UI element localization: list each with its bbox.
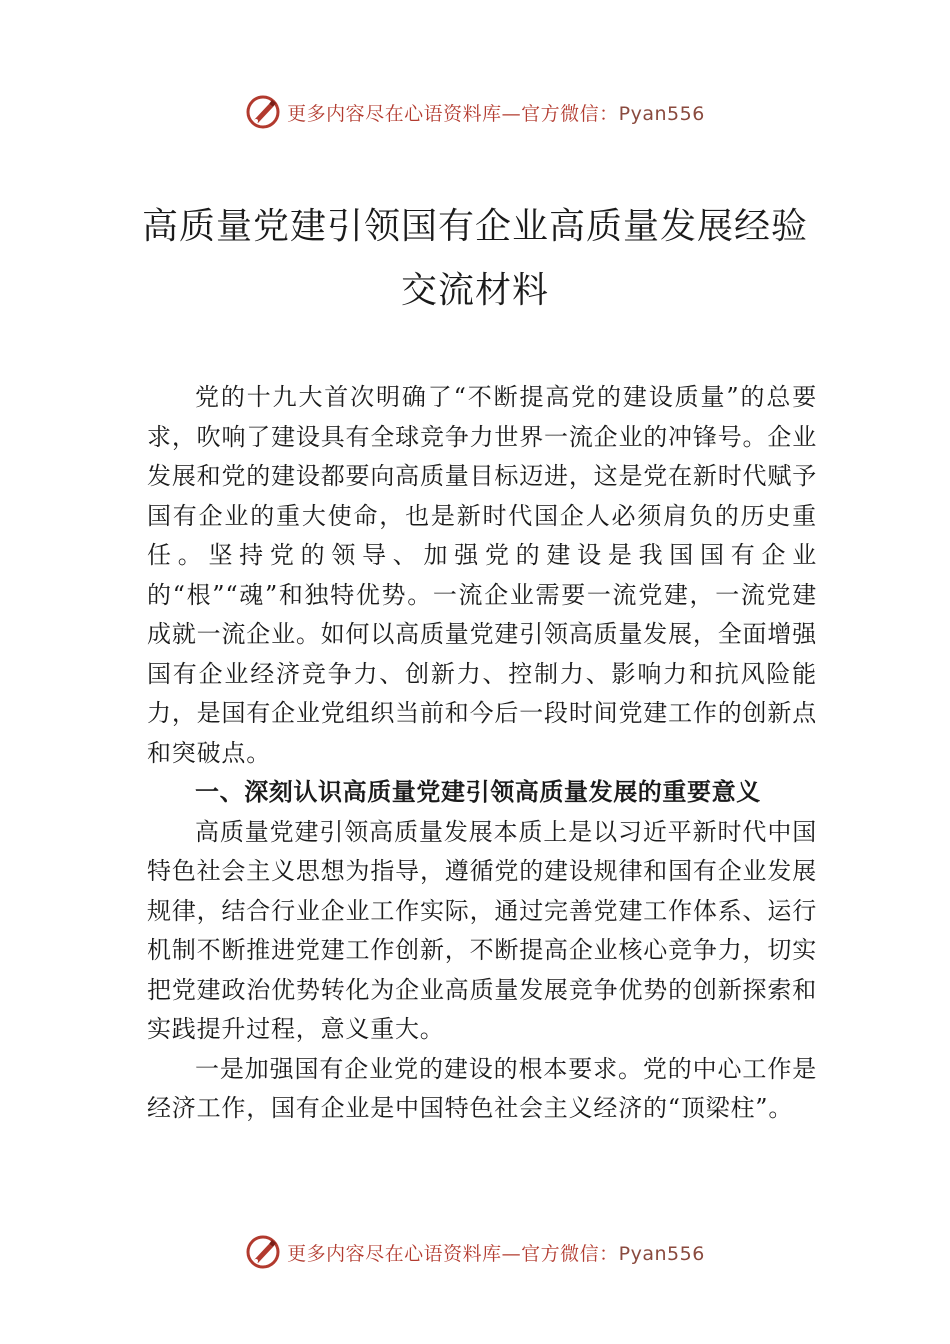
title-line-2: 交流材料 bbox=[400, 270, 549, 311]
pen-seal-icon bbox=[245, 1234, 281, 1270]
title-line-1: 高质量党建引领国有企业高质量发展经验 bbox=[141, 206, 808, 247]
footer-watermark bbox=[0, 1232, 950, 1272]
watermark-text: 更多内容尽在心语资料库—官方微信：Pyan556 bbox=[287, 102, 705, 125]
document-body bbox=[147, 378, 817, 1129]
section-heading: 一、深刻认识高质量党建引领高质量发展的重要意义 bbox=[195, 778, 761, 806]
pen-seal-icon bbox=[245, 94, 281, 130]
header-watermark bbox=[0, 92, 950, 132]
wechat-id: Pyan556 bbox=[618, 102, 705, 125]
watermark-text: 更多内容尽在心语资料库—官方微信：Pyan556 bbox=[287, 1242, 705, 1265]
document-title bbox=[100, 195, 850, 323]
wechat-id: Pyan556 bbox=[618, 1242, 705, 1265]
paragraph-intro: 党的十九大首次明确了“不断提高党的建设质量”的总要求，吹响了建设具有全球竞争力世界一流企业的冲锋号。企业发展和党的建设都要向高质量目标迈进，这是党在新时代赋予国有企业的重大使命，也是新时代国企人必须肩负的历史重任。坚持党的领导、加强党的建设是我国国有企业的“根”“魂”和独特优势。一流企业需要一流党建，一流党建成就一流企业。如何以高质量党建引领高质量发展，全面增强国有企业经济竞争力、创新力、控制力、影响力和抗风险能力，是国有企业党组织当前和今后一段时间党建工作的创新点和突破点。 bbox=[147, 383, 817, 767]
paragraph-significance: 高质量党建引领高质量发展本质上是以习近平新时代中国特色社会主义思想为指导，遵循党的建设规律和国有企业发展规律，结合行业企业工作实际，通过完善党建工作体系、运行机制不断推进党建工作创新，不断提高企业核心竞争力，切实把党建政治优势转化为企业高质量发展竞争优势的创新探索和实践提升过程，意义重大。 bbox=[147, 817, 817, 1043]
paragraph-point-one: 一是加强国有企业党的建设的根本要求。党的中心工作是经济工作，国有企业是中国特色社会主义经济的“顶梁柱”。 bbox=[147, 1054, 817, 1122]
